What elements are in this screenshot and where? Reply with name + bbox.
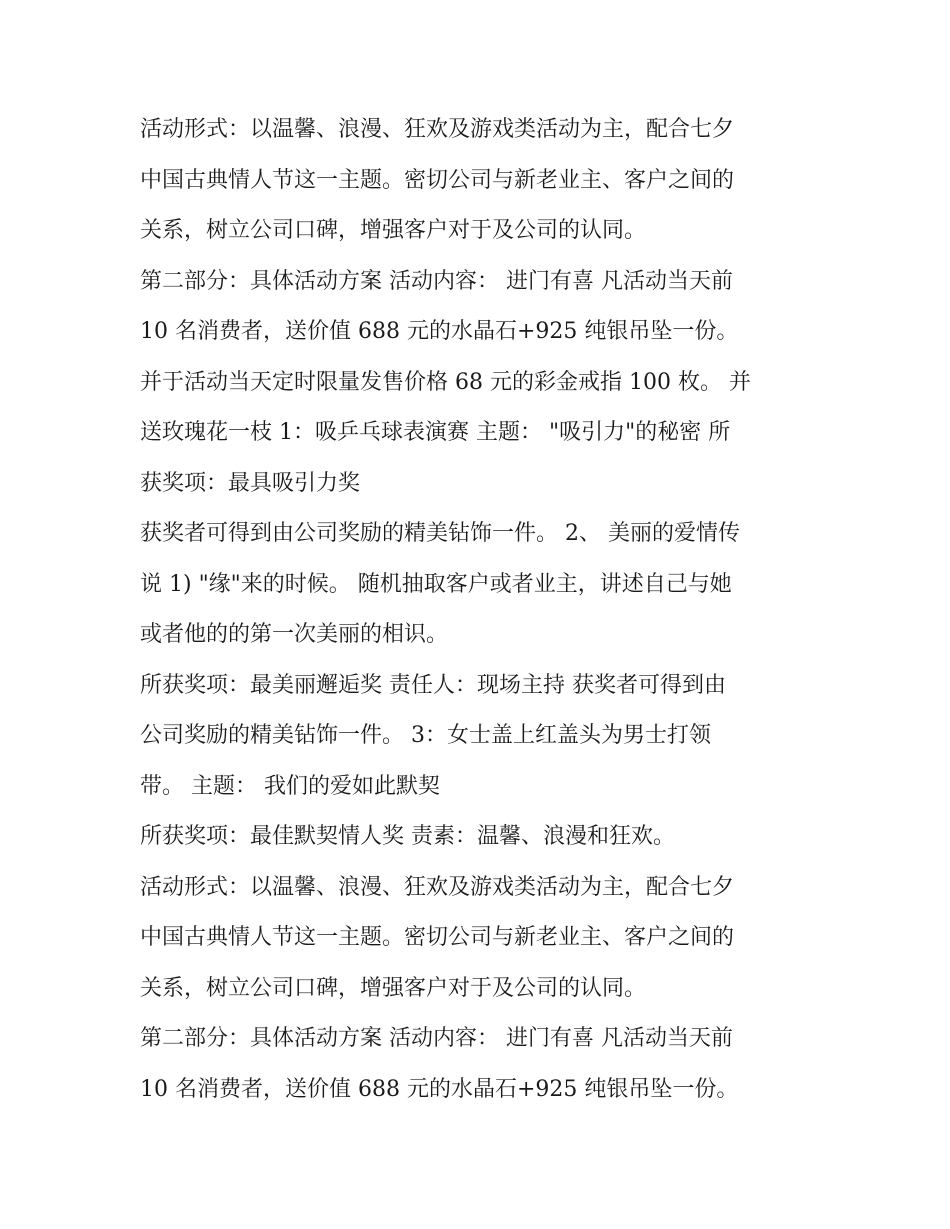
text-line: 带。 主题： 我们的爱如此默契 <box>140 773 440 799</box>
text-line: 第二部分：具体活动方案 活动内容： 进门有喜 凡活动当天前 <box>140 1026 733 1051</box>
text-line: 活动形式：以温馨、浪漫、狂欢及游戏类活动为主，配合七夕 <box>140 117 735 142</box>
text-line: 关系，树立公司口碑，增强客户对于及公司的认同。 <box>140 975 647 1001</box>
text-line: 送玫瑰花一枝 1：吸乒乓球表演赛 主题： "吸引力"的秘密 所 <box>140 420 731 445</box>
text-line: 所获奖项：最美丽邂逅奖 责任人：现场主持 获奖者可得到由 <box>140 672 726 698</box>
text-line: 所获奖项：最佳默契情人奖 责素：温馨、浪漫和狂欢。 <box>140 824 675 849</box>
text-line: 公司奖励的精美钻饰一件。 3：女士盖上红盖头为男士打领 <box>140 723 711 748</box>
text-line: 10 名消费者，送价值 688 元的水晶石+925 纯银吊坠一份。 <box>140 1076 739 1102</box>
text-line: 说 1) "缘"来的时候。 随机抽取客户或者业主，讲述自己与她 <box>140 571 732 597</box>
text-line: 或者他的的第一次美丽的相识。 <box>140 622 449 647</box>
text-line: 关系，树立公司口碑，增强客户对于及公司的认同。 <box>140 218 647 243</box>
text-line: 10 名消费者，送价值 688 元的水晶石+925 纯银吊坠一份。 <box>140 319 739 344</box>
text-line: 并于活动当天定时限量发售价格 68 元的彩金戒指 100 枚。 并 <box>140 369 751 395</box>
document-body <box>140 105 820 1115</box>
text-line: 中国古典情人节这一主题。密切公司与新老业主、客户之间的 <box>140 925 735 950</box>
text-line: 获奖者可得到由公司奖励的精美钻饰一件。 2、 美丽的爱情传 <box>140 521 740 546</box>
text-line: 第二部分：具体活动方案 活动内容： 进门有喜 凡活动当天前 <box>140 268 733 294</box>
text-line: 活动形式：以温馨、浪漫、狂欢及游戏类活动为主，配合七夕 <box>140 874 735 900</box>
text-line: 获奖项：最具吸引力奖 <box>140 470 361 496</box>
text-line: 中国古典情人节这一主题。密切公司与新老业主、客户之间的 <box>140 167 735 193</box>
